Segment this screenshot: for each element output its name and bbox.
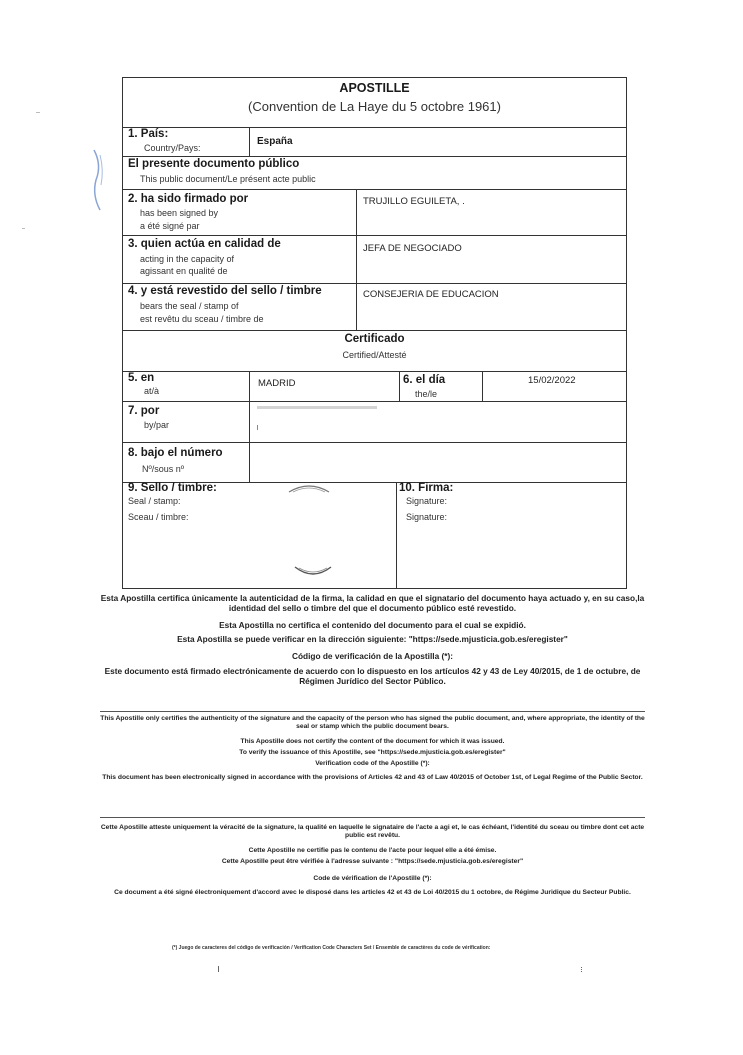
divider	[356, 189, 357, 330]
divider	[123, 283, 626, 284]
code-mark	[218, 966, 219, 972]
note-es-4: Código de verificación de la Apostilla (*):	[291, 651, 454, 661]
field-numero-label: 8. bajo el número	[128, 447, 223, 459]
field-pais-value: España	[257, 136, 293, 147]
field-sello-sub1: Seal / stamp:	[128, 496, 181, 506]
note-fr-1: Cette Apostille atteste uniquement la véracité de la signature, la qualité en laquelle le signataire de l'acte a agi et, le cas échéant, l'identité du sceau ou timbre dont cet acte public est revêtu.	[100, 824, 645, 840]
field-firmado-value: TRUJILLO EGUILETA, .	[363, 196, 465, 207]
code-mark	[581, 967, 584, 972]
divider	[482, 371, 483, 401]
field-firma-label: 10. Firma:	[399, 482, 454, 494]
field-en-value: MADRID	[258, 378, 296, 389]
divider	[123, 371, 626, 372]
field-calidad-sub2: agissant en qualité de	[140, 266, 228, 276]
field-calidad-value: JEFA DE NEGOCIADO	[363, 243, 462, 254]
note-en-1: This Apostille only certifies the authenticity of the signature and the capacity of the person who has signed the public document, and, where appropriate, the identity of the seal or stamp which the public document bears.	[100, 715, 645, 731]
note-en-3: To verify the issuance of this Apostille, see "https://sede.mjusticia.gob.es/eregister"	[239, 749, 506, 756]
field-firma-sub2: Signature:	[406, 512, 448, 522]
note-es-3: Esta Apostilla se puede verificar en la dirección siguiente: "https://sede.mjusticia.gob.es/eregister"	[177, 634, 568, 644]
note-fr-5: Ce document a été signé électroniquement d'accord avec le disposé dans les articles 42 et 43 de Loi 40/2015 du 1 octobre, de Régime Juridique du Secteur Public.	[114, 889, 631, 896]
seal-bottom-arc-icon	[293, 565, 333, 579]
field-sello-timbre-value: CONSEJERIA DE EDUCACION	[363, 289, 499, 300]
note-es-5: Este documento está firmado electrónicamente de acuerdo con lo dispuesto en los artículos 42 y 43 de Ley 40/2015, de 1 de octubre, de Régimen Jurídico del Sector Público.	[104, 666, 641, 687]
field-por-label: 7. por	[128, 405, 160, 417]
divider	[249, 127, 250, 156]
field-firma-sub1: Signature:	[406, 496, 448, 506]
scan-dot	[36, 112, 40, 113]
scan-dot	[22, 228, 25, 229]
seal-top-arc-icon	[287, 482, 331, 494]
note-en-4: Verification code of the Apostille (*):	[315, 760, 430, 767]
divider	[249, 371, 250, 482]
note-es-1: Esta Apostilla certifica únicamente la autenticidad de la firma, la calidad en que el signatario del documento haya actuado y, en su caso,la identidad del sello o timbre del que el documento público esté revestido.	[100, 593, 645, 614]
field-dia-label: 6. el día	[403, 374, 446, 386]
field-sello-timbre-sub2: est revêtu du sceau / timbre de	[140, 314, 264, 324]
convention-subtitle: (Convention de La Haye du 5 octobre 1961)	[248, 99, 501, 114]
divider	[123, 330, 626, 331]
divider	[123, 127, 626, 128]
field-en-sub: at/à	[144, 386, 160, 396]
field-calidad-sub1: acting in the capacity of	[140, 254, 235, 264]
divider	[396, 482, 397, 589]
divider	[123, 401, 626, 402]
note-fr-2: Cette Apostille ne certifie pas le contenu de l'acte pour lequel elle a été émise.	[248, 847, 497, 854]
certificado-sub: Certified/Attesté	[342, 350, 407, 360]
field-sello-sub2: Sceau / timbre:	[128, 512, 189, 522]
apostille-title: APOSTILLE	[339, 81, 410, 95]
field-firmado-sub1: has been signed by	[140, 208, 219, 218]
field-calidad-label: 3. quien actúa en calidad de	[128, 238, 281, 250]
note-fr-3: Cette Apostille peut être vérifiée à l'adresse suivante : "https://sede.mjusticia.gob.es/eregister"	[221, 858, 524, 865]
divider	[123, 156, 626, 157]
divider	[399, 371, 400, 401]
divider	[123, 442, 626, 443]
apostille-form	[122, 77, 627, 589]
note-es-2: Esta Apostilla no certifica el contenido del documento para el cual se expidió.	[219, 620, 526, 630]
footnote: (*) Juego de caracteres del código de verificación / Verification Code Characters Set / Ensemble de caractères du code de vérification:	[172, 945, 491, 951]
redacted-name	[257, 406, 377, 409]
field-pais-label: 1. País:	[128, 128, 169, 140]
scan-stamp-mark	[88, 145, 108, 215]
field-sello-label: 9. Sello / timbre:	[128, 482, 217, 494]
field-firmado-sub2: a été signé par	[140, 221, 200, 231]
section-divider	[100, 817, 645, 818]
section-divider	[100, 711, 645, 712]
field-sello-timbre-label: 4. y está revestido del sello / timbre	[128, 285, 322, 297]
field-sello-timbre-sub1: bears the seal / stamp of	[140, 301, 239, 311]
certificado-heading: Certificado	[344, 333, 405, 345]
field-por-sub: by/par	[144, 420, 170, 430]
field-numero-sub: Nº/sous nº	[142, 464, 185, 474]
field-en-label: 5. en	[128, 372, 155, 384]
field-documento-label: El presente documento público	[128, 158, 300, 170]
field-documento-sub: This public document/Le présent acte public	[140, 174, 316, 184]
note-en-2: This Apostille does not certify the content of the document for which it was issued.	[240, 738, 505, 745]
redacted-mark	[257, 425, 258, 430]
field-pais-sub: Country/Pays:	[144, 143, 201, 153]
divider	[123, 235, 626, 236]
note-en-5: This document has been electronically signed in accordance with the provisions of Articles 42 and 43 of Law 40/2015 of October 1st, of Legal Regime of the Public Sector.	[102, 774, 643, 781]
field-dia-value: 15/02/2022	[528, 375, 576, 386]
divider	[123, 189, 626, 190]
note-fr-4: Code de vérification de l'Apostille (*):	[313, 875, 432, 882]
field-firmado-label: 2. ha sido firmado por	[128, 193, 249, 205]
field-dia-sub: the/le	[415, 389, 438, 399]
